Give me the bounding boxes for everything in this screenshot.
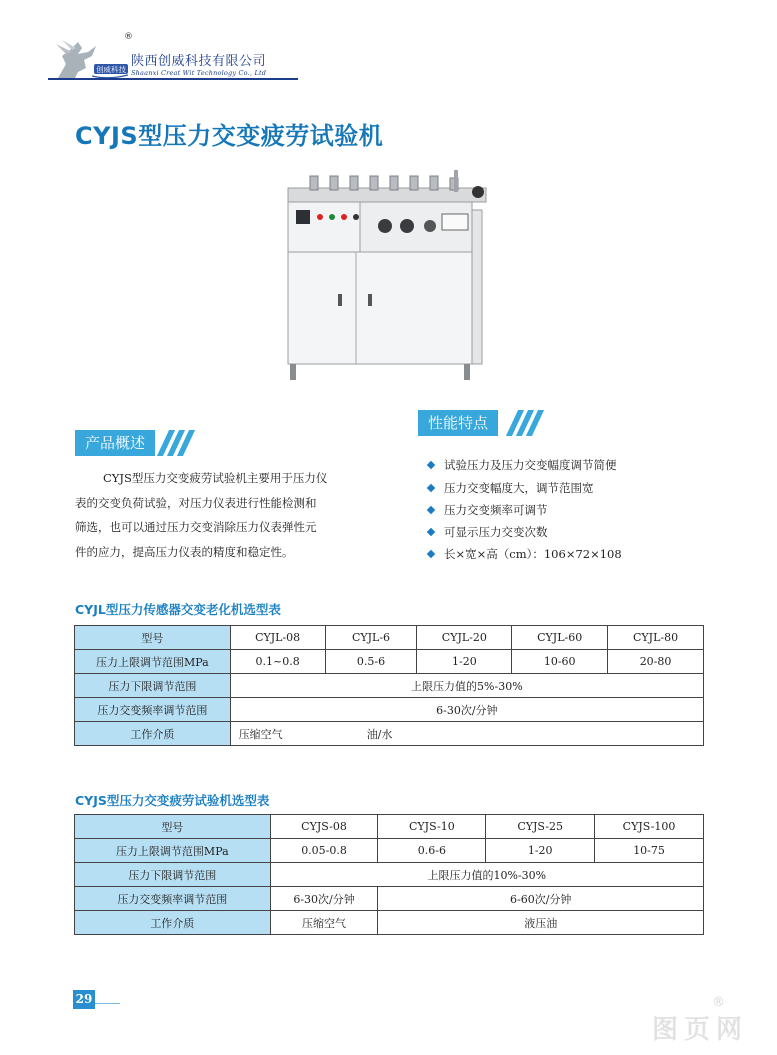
table-cell: CYJS-08 xyxy=(270,815,378,839)
watermark-registered-mark: ® xyxy=(712,995,725,1010)
table-cell: CYJL-08 xyxy=(230,626,325,650)
overview-line: 件的应力，提高压力仪表的精度和稳定性。 xyxy=(75,544,294,559)
overview-line: CYJS型压力交变疲劳试验机主要用于压力仪 xyxy=(103,471,328,485)
diamond-bullet-icon xyxy=(427,506,435,514)
diamond-bullet-icon xyxy=(427,528,435,536)
table-row xyxy=(75,650,704,674)
table-cell: 6-60次/分钟 xyxy=(378,887,704,911)
table-cell: CYJS-10 xyxy=(378,815,486,839)
table-cell: 压缩空气 xyxy=(270,911,378,935)
feature-text: 压力交变幅度大，调节范围宽 xyxy=(444,481,594,495)
table-cell: CYJL-6 xyxy=(325,626,417,650)
overview-heading: 产品概述 xyxy=(75,430,155,456)
table-cell: 6-30次/分钟 xyxy=(230,698,703,722)
table-cell: CYJL-60 xyxy=(512,626,608,650)
table-cell: 压力交变频率调节范围 xyxy=(75,698,231,722)
feature-text: 压力交变频率可调节 xyxy=(444,503,548,517)
feature-item xyxy=(428,457,617,473)
diamond-bullet-icon xyxy=(427,461,435,469)
table-cell: 1-20 xyxy=(417,650,512,674)
table-cell: 液压油 xyxy=(378,911,704,935)
table-cell: 压力交变频率调节范围 xyxy=(75,887,271,911)
table-cell: 0.1~0.8 xyxy=(230,650,325,674)
table-cell: 工作介质 xyxy=(75,722,231,746)
table-row xyxy=(75,626,704,650)
table-cell: CYJL-20 xyxy=(417,626,512,650)
product-photo xyxy=(282,170,488,384)
table-cell: CYJL-80 xyxy=(608,626,704,650)
table-row xyxy=(75,911,704,935)
table-cell: 压力上限调节范围MPa xyxy=(75,650,231,674)
table-cell: 20-80 xyxy=(608,650,704,674)
overview-paragraph xyxy=(75,466,375,564)
table1 xyxy=(74,625,704,746)
table-cell: CYJS-25 xyxy=(486,815,595,839)
table-cell: 0.6-6 xyxy=(378,839,486,863)
feature-item xyxy=(428,502,548,518)
page-number: 29 xyxy=(73,990,95,1009)
medium-value: 压缩空气 xyxy=(238,727,283,741)
table-row xyxy=(75,863,704,887)
table-cell: CYJS-100 xyxy=(595,815,704,839)
features-heading: 性能特点 xyxy=(418,410,498,436)
table-row xyxy=(75,815,704,839)
table-cell: 型号 xyxy=(75,626,231,650)
table-cell xyxy=(230,722,703,746)
table-cell: 0.5-6 xyxy=(325,650,417,674)
table-cell: 工作介质 xyxy=(75,911,271,935)
table-row xyxy=(75,887,704,911)
feature-text: 长×宽×高（cm）：106×72×108 xyxy=(444,547,622,561)
feature-item xyxy=(428,546,622,562)
page-title: CYJS型压力交变疲劳试验机 xyxy=(75,122,384,150)
table-cell: 压力下限调节范围 xyxy=(75,674,231,698)
table-cell: 10-75 xyxy=(595,839,704,863)
diamond-bullet-icon xyxy=(427,550,435,558)
header-rule xyxy=(48,78,298,80)
company-logo xyxy=(48,38,128,82)
table-cell: 0.05-0.8 xyxy=(270,839,378,863)
table-row xyxy=(75,839,704,863)
table-row xyxy=(75,698,704,722)
footer-rule xyxy=(95,1003,120,1004)
registered-mark: ® xyxy=(124,32,133,42)
diamond-bullet-icon xyxy=(427,484,435,492)
table2 xyxy=(74,814,704,935)
company-name-en: Shaanxi Creat Wit Technology Co., Ltd xyxy=(131,69,267,77)
table-cell: 压力下限调节范围 xyxy=(75,863,271,887)
table-cell: 压力上限调节范围MPa xyxy=(75,839,271,863)
feature-text: 可显示压力交变次数 xyxy=(444,525,548,539)
table-cell: 上限压力值的5%-30% xyxy=(230,674,703,698)
overview-tag xyxy=(75,430,195,456)
table1-title: CYJL型压力传感器交变老化机选型表 xyxy=(75,602,281,617)
overview-line: 表的交变负荷试验，对压力仪表进行性能检测和 xyxy=(75,495,317,510)
watermark: 图页网 xyxy=(652,1015,749,1045)
company-name-cn: 陕西创威科技有限公司 xyxy=(131,54,267,69)
feature-item xyxy=(428,480,594,496)
table-cell: 上限压力值的10%-30% xyxy=(270,863,703,887)
features-tag xyxy=(418,410,548,436)
feature-text: 试验压力及压力交变幅度调节简便 xyxy=(444,458,617,472)
overview-line: 筛选，也可以通过压力交变消除压力仪表弹性元 xyxy=(75,520,317,534)
table2-title: CYJS型压力交变疲劳试验机选型表 xyxy=(75,793,270,808)
table-cell: 型号 xyxy=(75,815,271,839)
feature-item xyxy=(428,524,548,540)
table-cell: 10-60 xyxy=(512,650,608,674)
logo-badge-text: 创威科技 xyxy=(96,65,126,74)
table-row xyxy=(75,722,704,746)
table-cell: 6-30次/分钟 xyxy=(270,887,378,911)
medium-value: 油/水 xyxy=(366,727,393,741)
table-cell: 1-20 xyxy=(486,839,595,863)
table-row xyxy=(75,674,704,698)
